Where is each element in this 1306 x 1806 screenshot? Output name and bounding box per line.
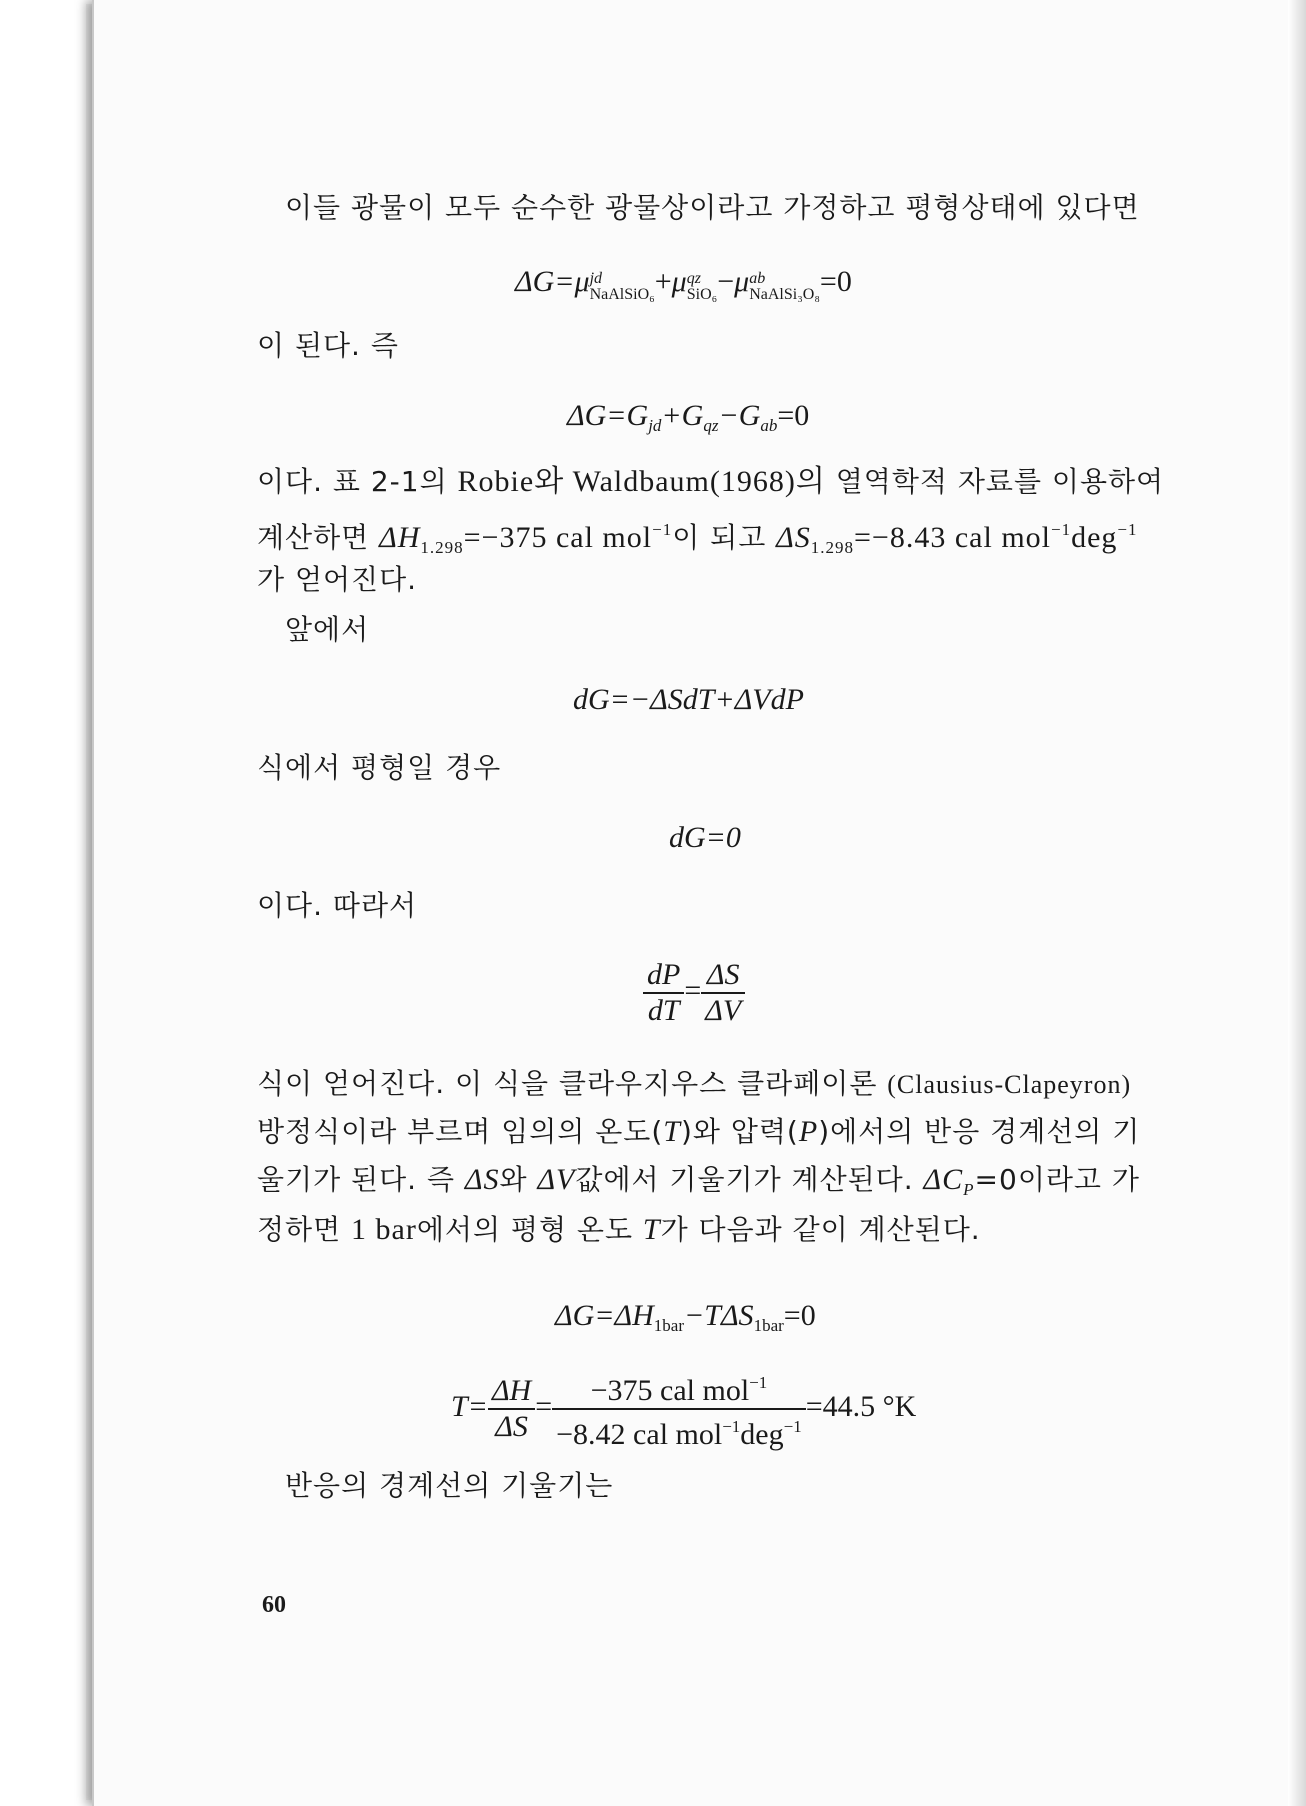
enthalpy-number: =−375 cal mol xyxy=(463,521,653,554)
eq7-num-exp: −1 xyxy=(749,1373,768,1392)
eq5-dP: dP xyxy=(643,958,684,994)
text-line-8: 이다. 따라서 xyxy=(257,889,418,922)
eq1-lhs: ΔG= xyxy=(515,265,575,298)
text-line-12-c: 에서의 평형 온도 xyxy=(416,1213,643,1246)
eq7-den-deg: deg xyxy=(740,1418,784,1451)
text-line-4 xyxy=(257,512,1138,566)
eq7-numerator xyxy=(552,1366,806,1410)
text-line-10 xyxy=(257,1114,1140,1150)
text-line-13: 반응의 경계선의 기울기는 xyxy=(285,1469,614,1502)
page-content xyxy=(255,0,1175,1806)
delta-V-symbol: ΔV xyxy=(537,1163,576,1196)
equation-dG xyxy=(573,680,804,720)
entropy-deg: deg xyxy=(1071,521,1118,554)
eq7-dS: ΔS xyxy=(495,1410,528,1443)
enthalpy-sub: 1.298 xyxy=(420,538,464,557)
text-line-11-c: 값에서 기울기가 계산된다. xyxy=(575,1163,924,1196)
delta-Cp-symbol: ΔC xyxy=(923,1163,964,1196)
eq7-frac1 xyxy=(488,1374,535,1444)
equation-gibbs-1bar xyxy=(555,1296,816,1346)
eq1-term1-sup: jd xyxy=(589,270,603,287)
enthalpy-exp: −1 xyxy=(652,520,673,539)
text-line-3-a: 이다. 표 2-1의 xyxy=(257,465,458,498)
eq7-equals: = xyxy=(535,1389,553,1423)
enthalpy-value xyxy=(379,520,673,557)
text-line-10-c: )에서의 반응 경계선의 기 xyxy=(818,1115,1141,1148)
text-line-9 xyxy=(257,1066,1131,1103)
text-line-11-b: 와 xyxy=(499,1163,538,1196)
temperature-symbol-2: T xyxy=(642,1213,661,1246)
eq2-sub-jd: jd xyxy=(648,416,662,435)
pressure-symbol: P xyxy=(798,1115,819,1148)
eq5-frac-right xyxy=(701,958,745,1028)
eq1-rhs: =0 xyxy=(819,265,852,298)
equation-temperature xyxy=(451,1366,916,1452)
page-number: 60 xyxy=(262,1592,286,1618)
eq1-term3-sub: NaAlSi₃O₈ xyxy=(749,286,820,303)
delta-Cp-sub: P xyxy=(963,1180,975,1199)
text-line-4-a: 계산하면 xyxy=(257,521,380,554)
eq1-term3-indices xyxy=(749,271,820,303)
eq2-minus: −G xyxy=(718,399,761,432)
text-line-2: 이 된다. 즉 xyxy=(257,329,399,362)
text-line-10-a: 방정식이라 부르며 임의의 온도( xyxy=(257,1115,664,1148)
equation-dG-zero xyxy=(669,818,741,858)
eq2-sub-qz: qz xyxy=(703,416,719,435)
eq7-den-value: −8.42 cal mol xyxy=(556,1418,723,1451)
text-line-7: 식에서 평형일 경우 xyxy=(257,751,502,784)
eq1-mu3: μ xyxy=(734,265,750,298)
text-line-3-c: 열역학적 자료를 이용하여 xyxy=(825,465,1165,498)
eq6-a: ΔG=ΔH xyxy=(555,1299,654,1332)
text-line-3-ref: Robie와 Waldbaum(1968)의 xyxy=(457,465,826,498)
eq7-result: =44.5 °K xyxy=(805,1389,917,1423)
enthalpy-symbol: ΔH xyxy=(379,521,421,554)
entropy-symbol: ΔS xyxy=(776,521,811,554)
eq2-lhs: ΔG=G xyxy=(567,399,649,432)
text-line-9-clausius: (Clausius-Clapeyron) xyxy=(887,1070,1132,1099)
equation-gibbs-sum xyxy=(567,396,809,446)
eq2-plus: +G xyxy=(661,399,704,432)
eq5-frac-left xyxy=(643,958,684,1028)
eq5-dV: ΔV xyxy=(705,994,742,1027)
text-line-1: 이들 광물이 모두 순수한 광물상이라고 가정하고 평형상태에 있다면 xyxy=(285,191,1140,224)
text-line-11-a: 울기가 된다. 즉 xyxy=(257,1163,465,1196)
delta-Cp xyxy=(923,1163,975,1199)
text-line-3 xyxy=(257,464,1164,500)
eq2-rhs: =0 xyxy=(777,399,810,432)
entropy-value xyxy=(776,520,1138,557)
eq5-equals: = xyxy=(684,973,702,1007)
eq5-dT: dT xyxy=(647,994,680,1027)
eq7-den-exp2: −1 xyxy=(783,1417,802,1436)
text-line-5: 가 얻어진다. xyxy=(257,563,418,596)
eq1-term2-indices xyxy=(687,271,717,303)
eq1-mu2: μ xyxy=(671,265,687,298)
eq6-c: =0 xyxy=(783,1299,816,1332)
eq1-term2-sub: SiO₆ xyxy=(686,286,718,303)
eq6-b: −TΔS xyxy=(684,1299,754,1332)
text-line-10-b: )와 압력( xyxy=(680,1115,799,1148)
eq2-sub-ab: ab xyxy=(760,416,778,435)
eq1-term2-sup: qz xyxy=(686,270,701,287)
delta-S-symbol: ΔS xyxy=(464,1163,500,1196)
entropy-exp2: −1 xyxy=(1117,520,1138,539)
text-line-9-a: 식이 얻어진다. 이 식을 클라우지우스 클라페이론 xyxy=(257,1067,888,1100)
entropy-sub: 1.298 xyxy=(810,538,855,557)
text-line-11 xyxy=(257,1162,1140,1208)
text-line-12-a: 정하면 xyxy=(257,1213,352,1246)
text-line-4-b: 이 되고 xyxy=(672,521,777,554)
eq6-sub2: 1bar xyxy=(753,1316,784,1335)
equation-clapeyron xyxy=(643,958,745,1028)
eq1-plus: + xyxy=(654,265,672,298)
eq3-text: dG=−ΔSdT+ΔVdP xyxy=(573,683,804,716)
entropy-exp1: −1 xyxy=(1051,520,1072,539)
eq6-sub1: 1bar xyxy=(653,1316,685,1335)
equation-chemical-potential xyxy=(515,262,852,303)
entropy-number: =−8.43 cal mol xyxy=(854,521,1051,554)
eq1-mu1: μ xyxy=(574,265,590,298)
eq1-term3-sup: ab xyxy=(749,270,766,287)
text-line-12-d: 가 다음과 같이 계산된다. xyxy=(660,1213,981,1246)
eq1-term1-sub: NaAlSiO₆ xyxy=(589,286,655,303)
eq7-denominator xyxy=(552,1410,806,1452)
eq1-minus: − xyxy=(717,265,735,298)
eq7-num-value: −375 cal mol xyxy=(590,1374,750,1407)
page-right-edge xyxy=(1288,0,1306,1806)
temperature-symbol: T xyxy=(663,1115,681,1148)
eq7-T: T= xyxy=(451,1389,488,1423)
text-line-12-bar: 1 bar xyxy=(351,1213,417,1246)
eq7-frac2 xyxy=(552,1366,806,1452)
text-line-6: 앞에서 xyxy=(285,613,370,646)
eq4-text: dG=0 xyxy=(669,821,741,854)
eq7-den-exp1: −1 xyxy=(722,1417,741,1436)
text-line-11-d: =0이라고 가 xyxy=(974,1163,1140,1196)
text-line-12 xyxy=(257,1212,981,1248)
eq1-term1-indices xyxy=(590,271,655,303)
eq5-dS: ΔS xyxy=(701,958,745,994)
eq7-dH: ΔH xyxy=(488,1374,535,1410)
